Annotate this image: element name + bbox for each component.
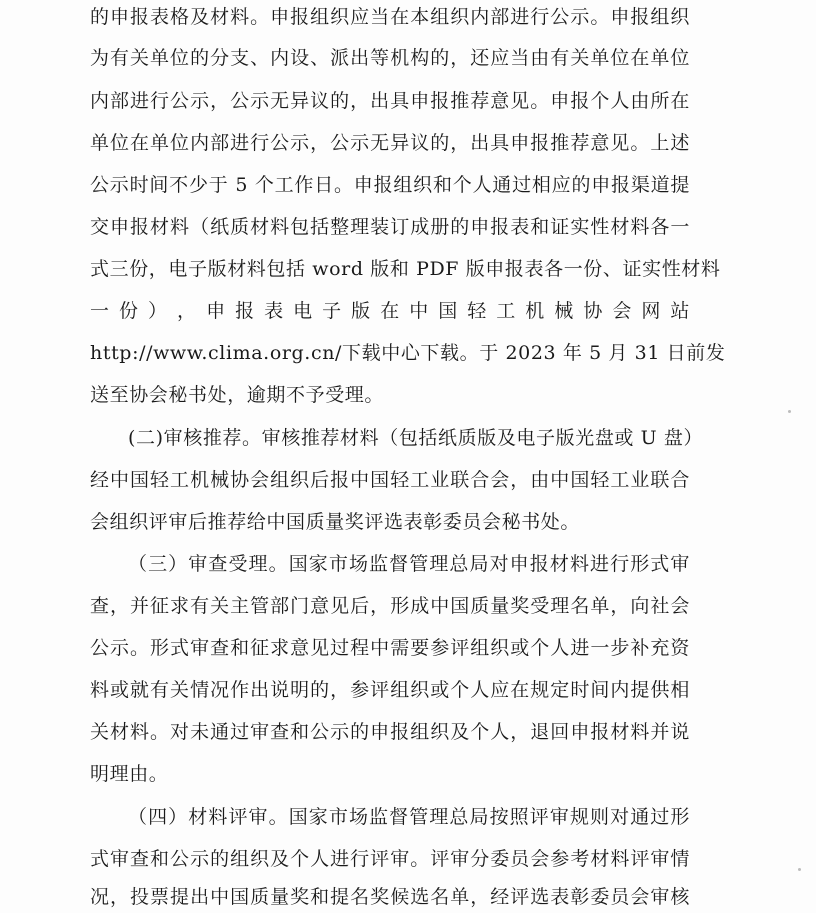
- paragraph-line: 公示时间不少于 5 个工作日。申报组织和个人通过相应的申报渠道提: [90, 174, 690, 196]
- paragraph-line: 查，并征求有关主管部门意见后，形成中国质量奖受理名单，向社会: [90, 595, 690, 617]
- paragraph-line: 式审查和公示的组织及个人进行评审。评审分委员会参考材料评审情: [90, 848, 690, 870]
- paragraph-line: 式三份，电子版材料包括 word 版和 PDF 版申报表各一份、证实性材料: [90, 258, 721, 280]
- paragraph-line: 关材料。对未通过审查和公示的申报组织及个人，退回申报材料并说: [90, 721, 690, 743]
- paragraph-line: 况，投票提出中国质量奖和提名奖候选名单，经评选表彰委员会审核: [90, 886, 690, 908]
- paragraph-line: 经中国轻工机械协会组织后报中国轻工业联合会，由中国轻工业联合: [90, 469, 690, 491]
- paragraph-line: 会组织评审后推荐给中国质量奖评选表彰委员会秘书处。: [90, 511, 581, 533]
- section-heading-line: (二)审核推荐。审核推荐材料（包括纸质版及电子版光盘或 U 盘）: [128, 427, 704, 449]
- paragraph-line: 内部进行公示，公示无异议的，出具申报推荐意见。申报个人由所在: [90, 90, 690, 112]
- paragraph-line: 料或就有关情况作出说明的，参评组织或个人应在规定时间内提供相: [90, 679, 690, 701]
- section-heading-line: （四）材料评审。国家市场监督管理总局按照评审规则对通过形: [128, 806, 690, 828]
- paragraph-line: 单位在单位内部进行公示，公示无异议的，出具申报推荐意见。上述: [90, 132, 690, 154]
- paragraph-line: 一 份 ） ， 申 报 表 电 子 版 在 中 国 轻 工 机 械 协 会 网 站: [90, 300, 690, 322]
- paragraph-line: 的申报表格及材料。申报组织应当在本组织内部进行公示。申报组织: [90, 6, 690, 28]
- paragraph-line: 公示。形式审查和征求意见过程中需要参评组织或个人进一步补充资: [90, 637, 690, 659]
- scan-speck: [788, 410, 791, 413]
- paragraph-line: 为有关单位的分支、内设、派出等机构的，还应当由有关单位在单位: [90, 47, 690, 69]
- paragraph-line: 明理由。: [90, 763, 169, 785]
- paragraph-line: 送至协会秘书处，逾期不予受理。: [90, 384, 385, 406]
- scan-speck: [798, 868, 801, 871]
- section-heading-line: （三）审查受理。国家市场监督管理总局对申报材料进行形式审: [128, 553, 690, 575]
- paragraph-line: http://www.clima.org.cn/下载中心下载。于 2023 年 5 月 31 日前发: [90, 342, 726, 364]
- paragraph-line: 交申报材料（纸质材料包括整理装订成册的申报表和证实性材料各一: [90, 216, 690, 238]
